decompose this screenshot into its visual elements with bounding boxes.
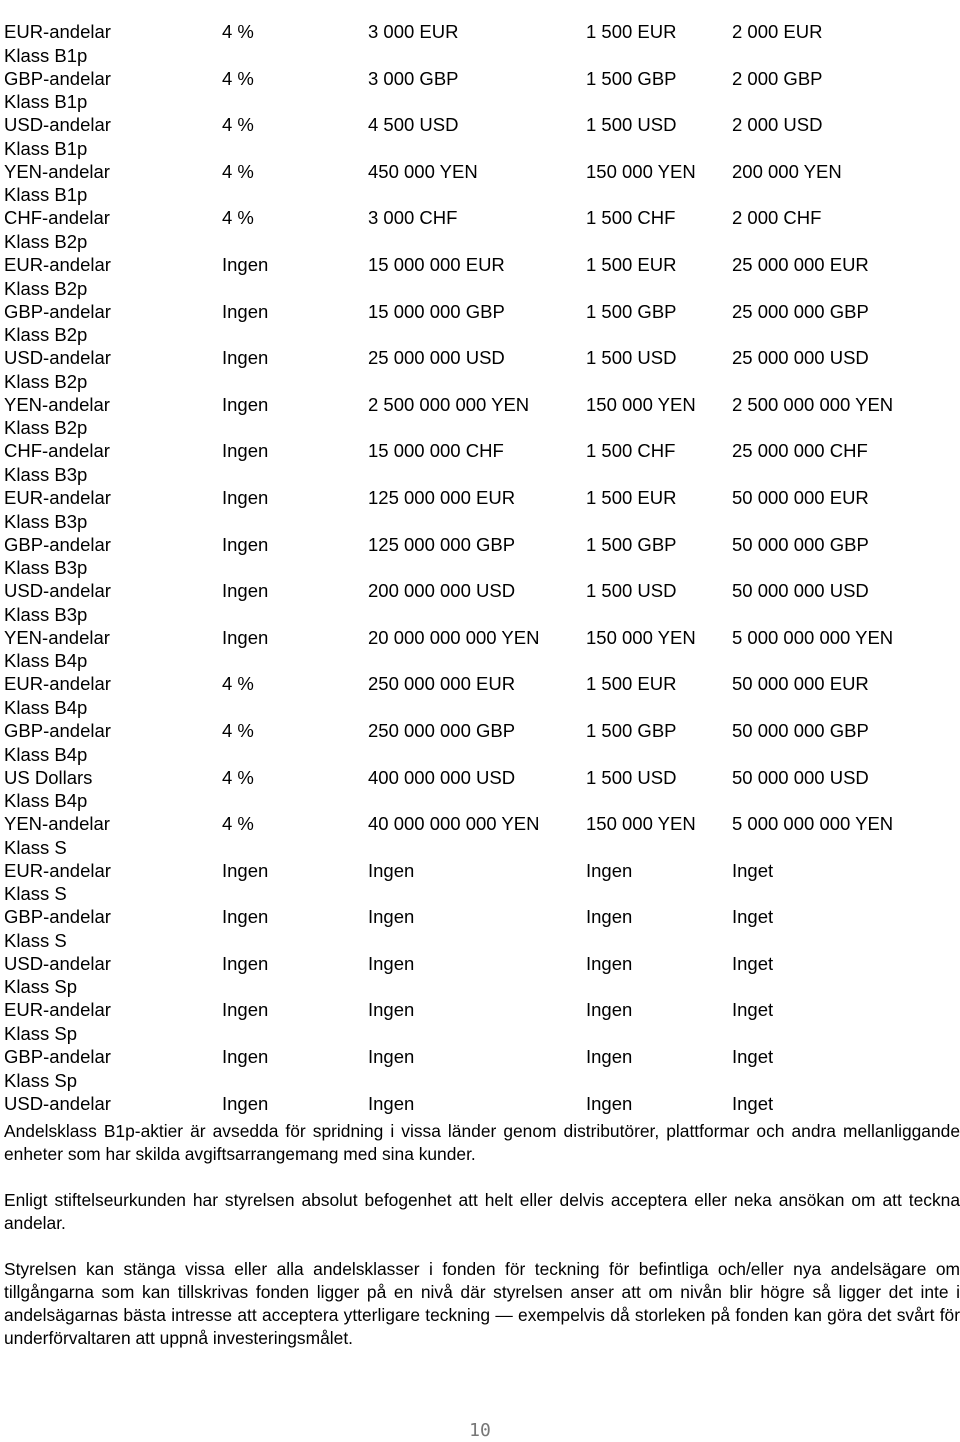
- minimum-subsequent-investment-cell: 1 500 CHF: [586, 207, 676, 229]
- share-class-label: Klass B3p: [4, 603, 88, 625]
- share-currency-label: USD-andelar: [4, 952, 111, 974]
- fee-cell: Ingen: [222, 999, 269, 1021]
- share-class-table: [4, 0, 954, 1118]
- share-currency-label: GBP-andelar: [4, 906, 111, 928]
- share-class-label: Klass S: [4, 883, 67, 905]
- table-row: [4, 743, 954, 793]
- minimum-subsequent-investment-cell: 1 500 CHF: [586, 440, 676, 462]
- share-currency-label: EUR-andelar: [4, 859, 111, 881]
- minimum-initial-investment-cell: 450 000 YEN: [368, 160, 478, 182]
- minimum-initial-investment-cell: 250 000 000 GBP: [368, 719, 516, 741]
- share-currency-label: CHF-andelar: [4, 440, 110, 462]
- page-number: 10: [469, 1420, 491, 1441]
- share-currency-label: EUR-andelar: [4, 253, 111, 275]
- share-currency-label: GBP-andelar: [4, 1046, 111, 1068]
- minimum-subsequent-investment-cell: Ingen: [586, 906, 633, 928]
- share-class-label: Klass B4p: [4, 743, 88, 765]
- fee-cell: 4 %: [222, 766, 254, 788]
- table-row: [4, 326, 954, 373]
- minimum-holding-cell: 25 000 000 GBP: [732, 300, 869, 322]
- share-class-label: Klass B2p: [4, 370, 88, 392]
- fee-cell: Ingen: [222, 533, 269, 555]
- table-row: [4, 44, 954, 94]
- minimum-initial-investment-cell: 2 500 000 000 YEN: [368, 393, 530, 415]
- minimum-initial-investment-cell: 125 000 000 EUR: [368, 486, 516, 508]
- fee-cell: Ingen: [222, 906, 269, 928]
- share-currency-label: USD-andelar: [4, 1092, 111, 1114]
- share-class-label: Klass B1p: [4, 44, 88, 66]
- table-row: [4, 559, 954, 606]
- minimum-initial-investment-cell: 400 000 000 USD: [368, 766, 516, 788]
- minimum-holding-cell: 5 000 000 000 YEN: [732, 626, 894, 648]
- table-row: [4, 792, 954, 839]
- paragraph-board-discretion: Enligt stiftelseurkunden har styrelsen absolut befogenhet att helt eller delvis acceptera eller neka ansökan om att teckna andelar.: [4, 1190, 960, 1233]
- fee-cell: 4 %: [222, 207, 254, 229]
- minimum-holding-cell: Inget: [732, 906, 774, 928]
- minimum-initial-investment-cell: 250 000 000 EUR: [368, 673, 516, 695]
- fee-cell: 4 %: [222, 160, 254, 182]
- table-row: [4, 1025, 954, 1072]
- share-currency-label: USD-andelar: [4, 114, 111, 136]
- share-currency-label: EUR-andelar: [4, 486, 111, 508]
- body-text: [4, 1120, 960, 1373]
- minimum-holding-cell: 5 000 000 000 YEN: [732, 813, 894, 835]
- minimum-holding-cell: 25 000 000 USD: [732, 347, 869, 369]
- share-class-label: Klass B3p: [4, 557, 88, 579]
- fee-cell: Ingen: [222, 486, 269, 508]
- table-row: [4, 370, 954, 420]
- fee-cell: Ingen: [222, 393, 269, 415]
- table-row: [4, 137, 954, 187]
- share-currency-label: EUR-andelar: [4, 21, 111, 42]
- minimum-subsequent-investment-cell: 1 500 USD: [586, 580, 677, 602]
- minimum-holding-cell: 50 000 000 USD: [732, 766, 869, 788]
- fee-cell: Ingen: [222, 1046, 269, 1068]
- minimum-initial-investment-cell: 15 000 000 GBP: [368, 300, 505, 322]
- minimum-holding-cell: 50 000 000 GBP: [732, 719, 869, 741]
- minimum-subsequent-investment-cell: 1 500 GBP: [586, 67, 677, 89]
- share-class-label: Klass Sp: [4, 1023, 78, 1045]
- share-currency-label: EUR-andelar: [4, 999, 111, 1021]
- table-row: [4, 603, 954, 653]
- table-row: [4, 93, 954, 140]
- share-currency-label: GBP-andelar: [4, 533, 111, 555]
- minimum-initial-investment-cell: 3 000 EUR: [368, 21, 459, 42]
- fee-cell: 4 %: [222, 67, 254, 89]
- paragraph-closing-classes: Styrelsen kan stänga vissa eller alla andelsklasser i fonden för teckning för befintliga och/eller nya andelsägare om tillgångarna som kan tillskrivas fonden ligger på en nivå där styrelsen anser att om nivån blir högre så ligger det inte i andelsägarnas bästa intresse att acceptera ytterligare teckning — exempelvis då storleken på fonden kan göra det svårt för underförvaltaren att uppnå investeringsmålet.: [4, 1259, 960, 1348]
- minimum-subsequent-investment-cell: 1 500 GBP: [586, 300, 677, 322]
- table-row: [4, 277, 954, 327]
- share-currency-label: YEN-andelar: [4, 393, 110, 415]
- minimum-subsequent-investment-cell: 1 500 GBP: [586, 533, 677, 555]
- fee-cell: Ingen: [222, 580, 269, 602]
- minimum-initial-investment-cell: 15 000 000 CHF: [368, 440, 504, 462]
- minimum-subsequent-investment-cell: 1 500 USD: [586, 114, 677, 136]
- minimum-initial-investment-cell: Ingen: [368, 999, 415, 1021]
- fee-cell: 4 %: [222, 114, 254, 136]
- share-currency-label: YEN-andelar: [4, 813, 110, 835]
- share-class-label: Klass B4p: [4, 696, 88, 718]
- table-row: [4, 885, 954, 932]
- table-row: [4, 1069, 954, 1119]
- minimum-holding-cell: 50 000 000 EUR: [732, 486, 869, 508]
- minimum-holding-cell: Inget: [732, 859, 774, 881]
- share-class-label: Klass S: [4, 836, 67, 858]
- minimum-initial-investment-cell: 200 000 000 USD: [368, 580, 516, 602]
- minimum-holding-cell: 50 000 000 EUR: [732, 673, 869, 695]
- minimum-subsequent-investment-cell: Ingen: [586, 859, 633, 881]
- minimum-initial-investment-cell: 20 000 000 000 YEN: [368, 626, 540, 648]
- table-row: [4, 510, 954, 560]
- minimum-holding-cell: 25 000 000 EUR: [732, 253, 869, 275]
- minimum-subsequent-investment-cell: Ingen: [586, 1092, 633, 1114]
- minimum-initial-investment-cell: Ingen: [368, 1046, 415, 1068]
- minimum-holding-cell: 2 000 GBP: [732, 67, 823, 89]
- minimum-initial-investment-cell: Ingen: [368, 1092, 415, 1114]
- minimum-subsequent-investment-cell: 1 500 GBP: [586, 719, 677, 741]
- share-currency-label: CHF-andelar: [4, 207, 110, 229]
- minimum-subsequent-investment-cell: 150 000 YEN: [586, 160, 696, 182]
- fee-cell: 4 %: [222, 673, 254, 695]
- share-class-label: Klass B2p: [4, 417, 88, 439]
- share-class-label: Klass Sp: [4, 1069, 78, 1091]
- fee-cell: 4 %: [222, 21, 254, 42]
- share-currency-label: US Dollars: [4, 766, 93, 788]
- share-class-label: Klass Sp: [4, 976, 78, 998]
- minimum-subsequent-investment-cell: 150 000 YEN: [586, 393, 696, 415]
- minimum-holding-cell: 2 500 000 000 YEN: [732, 393, 894, 415]
- table-row: [4, 463, 954, 513]
- minimum-initial-investment-cell: Ingen: [368, 906, 415, 928]
- table-row: [4, 652, 954, 699]
- minimum-holding-cell: 50 000 000 GBP: [732, 533, 869, 555]
- minimum-holding-cell: Inget: [732, 1092, 774, 1114]
- table-row: [4, 978, 954, 1025]
- table-row: [4, 836, 954, 886]
- fee-cell: Ingen: [222, 253, 269, 275]
- minimum-subsequent-investment-cell: 1 500 USD: [586, 347, 677, 369]
- share-class-label: Klass S: [4, 929, 67, 951]
- minimum-subsequent-investment-cell: Ingen: [586, 1046, 633, 1068]
- fee-cell: Ingen: [222, 952, 269, 974]
- minimum-holding-cell: Inget: [732, 999, 774, 1021]
- minimum-initial-investment-cell: 3 000 CHF: [368, 207, 458, 229]
- fee-cell: 4 %: [222, 813, 254, 835]
- minimum-subsequent-investment-cell: Ingen: [586, 952, 633, 974]
- share-currency-label: USD-andelar: [4, 347, 111, 369]
- table-row: [4, 696, 954, 746]
- table-row: [4, 929, 954, 979]
- minimum-holding-cell: 2 000 CHF: [732, 207, 822, 229]
- minimum-holding-cell: 25 000 000 CHF: [732, 440, 868, 462]
- share-currency-label: YEN-andelar: [4, 160, 110, 182]
- share-class-label: Klass B3p: [4, 463, 88, 485]
- minimum-holding-cell: 50 000 000 USD: [732, 580, 869, 602]
- fee-cell: 4 %: [222, 719, 254, 741]
- minimum-initial-investment-cell: 3 000 GBP: [368, 67, 459, 89]
- table-row: [4, 186, 954, 233]
- minimum-subsequent-investment-cell: 150 000 YEN: [586, 813, 696, 835]
- share-class-label: Klass B1p: [4, 91, 88, 113]
- minimum-subsequent-investment-cell: 1 500 EUR: [586, 21, 677, 42]
- minimum-initial-investment-cell: 40 000 000 000 YEN: [368, 813, 540, 835]
- share-class-label: Klass B3p: [4, 510, 88, 532]
- table-row: [4, 230, 954, 280]
- fee-cell: Ingen: [222, 859, 269, 881]
- minimum-initial-investment-cell: Ingen: [368, 859, 415, 881]
- share-class-label: Klass B4p: [4, 790, 88, 812]
- minimum-holding-cell: Inget: [732, 952, 774, 974]
- fee-cell: Ingen: [222, 347, 269, 369]
- table-row: [4, 0, 954, 47]
- minimum-holding-cell: 200 000 YEN: [732, 160, 842, 182]
- share-class-label: Klass B1p: [4, 137, 88, 159]
- minimum-initial-investment-cell: 15 000 000 EUR: [368, 253, 505, 275]
- minimum-subsequent-investment-cell: 1 500 EUR: [586, 253, 677, 275]
- fee-cell: Ingen: [222, 440, 269, 462]
- share-currency-label: GBP-andelar: [4, 300, 111, 322]
- minimum-initial-investment-cell: 25 000 000 USD: [368, 347, 505, 369]
- minimum-holding-cell: 2 000 USD: [732, 114, 823, 136]
- fee-cell: Ingen: [222, 300, 269, 322]
- minimum-holding-cell: Inget: [732, 1046, 774, 1068]
- share-class-label: Klass B2p: [4, 277, 88, 299]
- minimum-initial-investment-cell: Ingen: [368, 952, 415, 974]
- share-class-label: Klass B4p: [4, 650, 88, 672]
- share-class-label: Klass B1p: [4, 184, 88, 206]
- minimum-initial-investment-cell: 4 500 USD: [368, 114, 459, 136]
- share-currency-label: USD-andelar: [4, 580, 111, 602]
- paragraph-b1p-distribution: Andelsklass B1p-aktier är avsedda för spridning i vissa länder genom distributörer, plattformar och andra mellanliggande enheter som har skilda avgiftsarrangemang med sina kunder.: [4, 1121, 960, 1164]
- share-currency-label: YEN-andelar: [4, 626, 110, 648]
- share-currency-label: GBP-andelar: [4, 719, 111, 741]
- minimum-holding-cell: 2 000 EUR: [732, 21, 823, 42]
- table-row: [4, 419, 954, 466]
- share-currency-label: EUR-andelar: [4, 673, 111, 695]
- minimum-subsequent-investment-cell: 1 500 EUR: [586, 673, 677, 695]
- share-class-label: Klass B2p: [4, 230, 88, 252]
- minimum-subsequent-investment-cell: 1 500 USD: [586, 766, 677, 788]
- fee-cell: Ingen: [222, 1092, 269, 1114]
- minimum-subsequent-investment-cell: 150 000 YEN: [586, 626, 696, 648]
- share-class-label: Klass B2p: [4, 324, 88, 346]
- minimum-subsequent-investment-cell: Ingen: [586, 999, 633, 1021]
- minimum-initial-investment-cell: 125 000 000 GBP: [368, 533, 516, 555]
- share-currency-label: GBP-andelar: [4, 67, 111, 89]
- minimum-subsequent-investment-cell: 1 500 EUR: [586, 486, 677, 508]
- fee-cell: Ingen: [222, 626, 269, 648]
